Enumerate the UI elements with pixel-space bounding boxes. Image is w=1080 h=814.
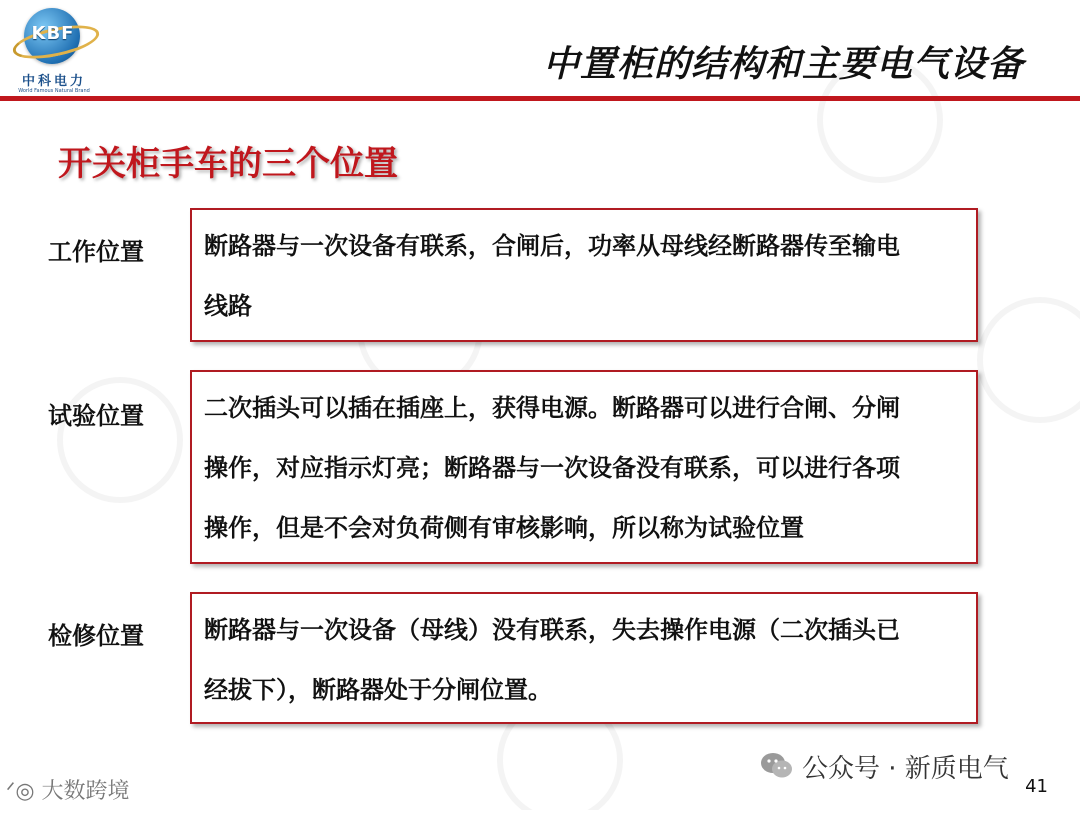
position-text-line: 经拔下），断路器处于分闸位置。: [204, 676, 552, 704]
corner-badge: [6, 774, 130, 805]
logo-tagline: World Famous Natural Brand: [18, 88, 90, 94]
position-text-line: 线路: [204, 292, 252, 320]
title-divider: [0, 96, 1080, 101]
position-box-test: [190, 370, 978, 564]
corner-badge-text: 大数跨境: [41, 779, 130, 804]
section-heading: 开关柜手车的三个位置: [58, 144, 398, 184]
page-number: 41: [1025, 776, 1048, 797]
position-text-line: 操作，但是不会对负荷侧有审核影响，所以称为试验位置: [204, 514, 804, 542]
position-text-line: 操作，对应指示灯亮；断路器与一次设备没有联系，可以进行各项: [204, 454, 900, 482]
position-label-maintenance: 检修位置: [48, 622, 144, 650]
slide-title: 中置柜的结构和主要电气设备: [542, 44, 1024, 85]
position-label-working: 工作位置: [48, 238, 144, 266]
position-text-line: 二次插头可以插在插座上，获得电源。断路器可以进行合闸、分闸: [204, 394, 900, 422]
company-logo: [8, 6, 100, 98]
logo-company-name: 中科电力: [21, 74, 86, 89]
footer-source: 公众号 · 新质电气: [802, 754, 1009, 784]
position-box-working: [190, 208, 978, 342]
logo-letters: KBF: [31, 23, 75, 44]
position-box-maintenance: [190, 592, 978, 724]
corner-badge-icon: ᐟ◎: [6, 779, 42, 804]
wechat-icon: [760, 752, 794, 780]
position-label-test: 试验位置: [48, 402, 144, 430]
position-text-line: 断路器与一次设备有联系，合闸后，功率从母线经断路器传至输电: [204, 232, 900, 260]
position-text-line: 断路器与一次设备（母线）没有联系，失去操作电源（二次插头已: [204, 616, 900, 644]
